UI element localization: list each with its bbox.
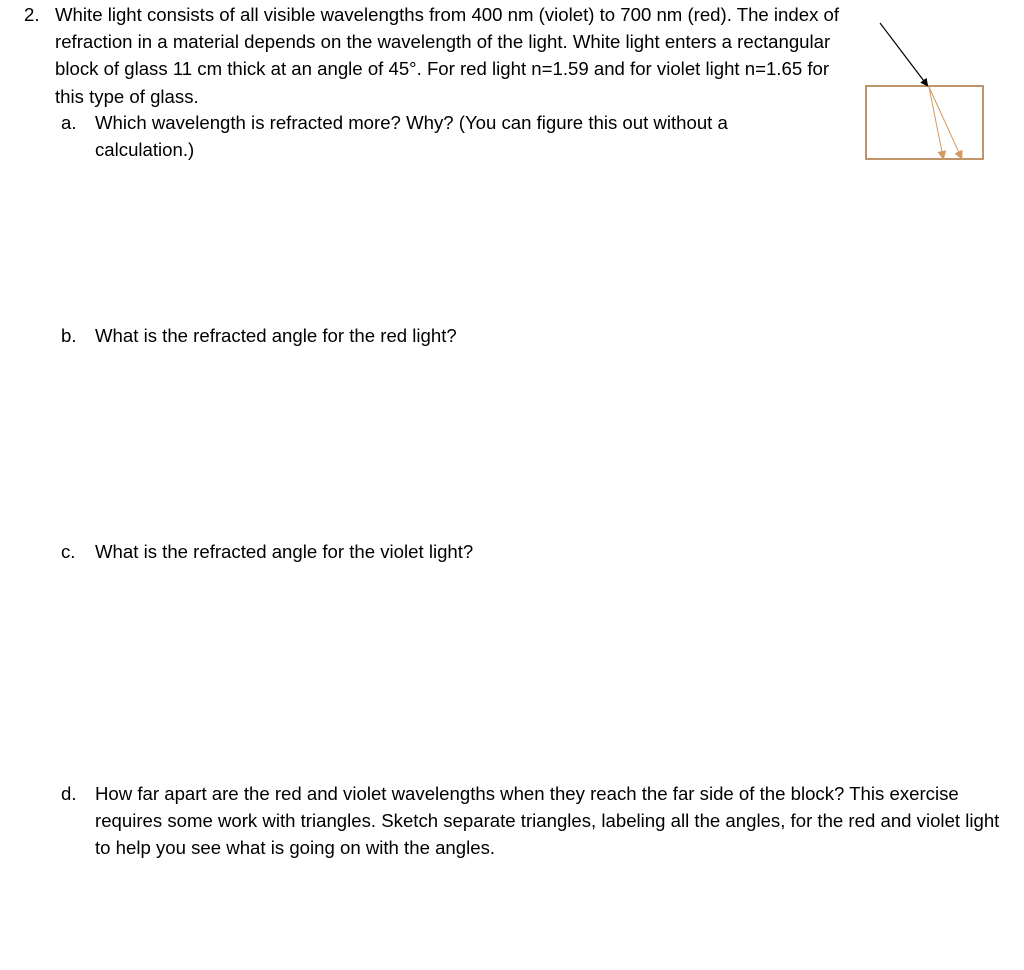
part-c — [61, 538, 821, 565]
refracted-ray-red — [929, 87, 961, 157]
refraction-diagram — [860, 14, 990, 164]
part-d-letter: d. — [61, 783, 77, 804]
part-c-letter: c. — [61, 541, 76, 562]
part-d — [61, 780, 1006, 862]
problem-number: 2. — [24, 4, 40, 25]
problem-2 — [24, 1, 854, 110]
part-b — [61, 322, 821, 349]
part-c-question: What is the refracted angle for the violet light? — [95, 541, 474, 562]
incident-ray — [880, 23, 927, 85]
part-b-question: What is the refracted angle for the red light? — [95, 325, 457, 346]
problem-statement: White light consists of all visible wavelengths from 400 nm (violet) to 700 nm (red). The index of refraction in a material depends on the wavelength of the light. White light enters a rectangular block of glass 11 cm thick at an angle of 45°. For red light n=1.59 and for violet light n=1.65 for this type of glass. — [55, 4, 840, 107]
part-b-letter: b. — [61, 325, 77, 346]
glass-block — [866, 86, 983, 159]
part-a-letter: a. — [61, 112, 77, 133]
part-a-question: Which wavelength is refracted more? Why? (You can figure this out without a calculation.) — [95, 112, 728, 161]
part-d-question: How far apart are the red and violet wavelengths when they reach the far side of the block? This exercise requires some work with triangles. Sketch separate triangles, labeling all the angles, for the red and violet light to help you see what is going on with the angles. — [95, 783, 1000, 859]
part-a — [61, 109, 821, 163]
refracted-ray-violet — [929, 87, 943, 157]
